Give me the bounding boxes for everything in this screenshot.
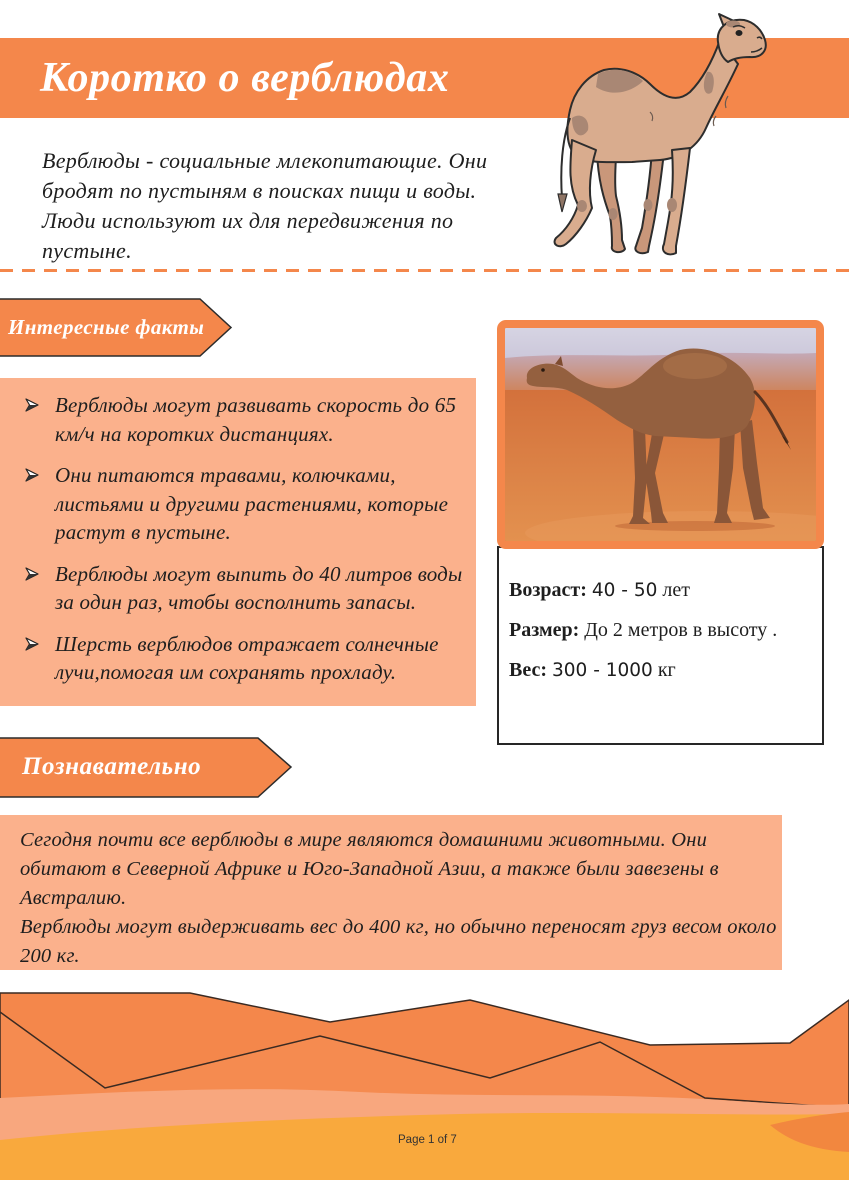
info-heading: Познавательно bbox=[22, 753, 202, 780]
fact-item bbox=[0, 391, 476, 448]
profile-weight-label: Вес: bbox=[509, 659, 547, 681]
page-title: Коротко о верблюдах bbox=[40, 55, 450, 101]
facts-panel bbox=[0, 378, 476, 706]
profile-age-value: 40 - 50 bbox=[591, 580, 658, 601]
facts-heading-arrow bbox=[0, 298, 234, 358]
profile-size-row bbox=[509, 610, 777, 650]
info-paragraph: Верблюды могут выдерживать вес до 400 кг, но обычно переносят груз весом около 200 кг. bbox=[20, 916, 777, 967]
profile-size-value: До 2 метров в высоту . bbox=[584, 619, 778, 641]
camel-illustration bbox=[548, 12, 778, 264]
camel-eye bbox=[736, 30, 743, 36]
profile-size-label: Размер: bbox=[509, 619, 580, 641]
camel-photo bbox=[505, 328, 816, 541]
camel-far-legs bbox=[597, 150, 664, 253]
profile-age-unit: лет bbox=[662, 579, 691, 601]
camel-photo-frame bbox=[497, 320, 824, 549]
fact-text: Верблюды могут развивать скорость до 65 км/ч на коротких дистанциях. bbox=[55, 393, 457, 446]
profile-weight-row bbox=[509, 650, 777, 690]
profile-age-row bbox=[509, 570, 777, 610]
arrow-bullet-icon bbox=[25, 468, 39, 482]
info-heading-arrow bbox=[0, 737, 294, 799]
profile-rows bbox=[509, 570, 777, 690]
profile-age-label: Возраст: bbox=[509, 579, 587, 601]
profile-weight-value: 300 - 1000 bbox=[552, 660, 653, 681]
camel-tail-tuft bbox=[558, 194, 567, 212]
fact-text: Они питаются травами, колючками, листьями и другими растениями, которые растут в пустыне. bbox=[55, 463, 449, 544]
facts-list bbox=[0, 378, 476, 687]
dashed-divider bbox=[0, 269, 849, 272]
fact-item bbox=[0, 630, 476, 687]
fact-text: Верблюды могут выпить до 40 литров воды за один раз, чтобы восполнить запасы. bbox=[55, 561, 463, 614]
arrow-bullet-icon bbox=[25, 637, 39, 651]
profile-weight-unit: кг bbox=[657, 659, 676, 681]
arrow-bullet-icon bbox=[25, 398, 39, 412]
facts-heading: Интересные факты bbox=[8, 315, 205, 339]
page-number: Page 1 of 7 bbox=[398, 1134, 457, 1146]
info-paragraph: Сегодня почти все верблюды в мире являются домашними животными. Они обитают в Северной Африке и Юго-Западной Азии, а также были завезены в Австралию. bbox=[20, 829, 719, 909]
intro-text: Верблюды - социальные млекопитающие. Они бродят по пустыням в поисках пищи и воды. Люди используют их для передвижения по пустыне. bbox=[42, 148, 488, 263]
camel-profile-box bbox=[497, 546, 824, 745]
fact-item bbox=[0, 560, 476, 617]
camel-body bbox=[568, 40, 738, 162]
fact-item bbox=[0, 461, 476, 547]
desert-dunes-illustration bbox=[0, 985, 849, 1180]
arrow-bullet-icon bbox=[25, 567, 39, 581]
fact-text: Шерсть верблюдов отражает солнечные лучи,помогая им сохранять прохладу. bbox=[55, 631, 439, 684]
info-text bbox=[20, 826, 777, 971]
